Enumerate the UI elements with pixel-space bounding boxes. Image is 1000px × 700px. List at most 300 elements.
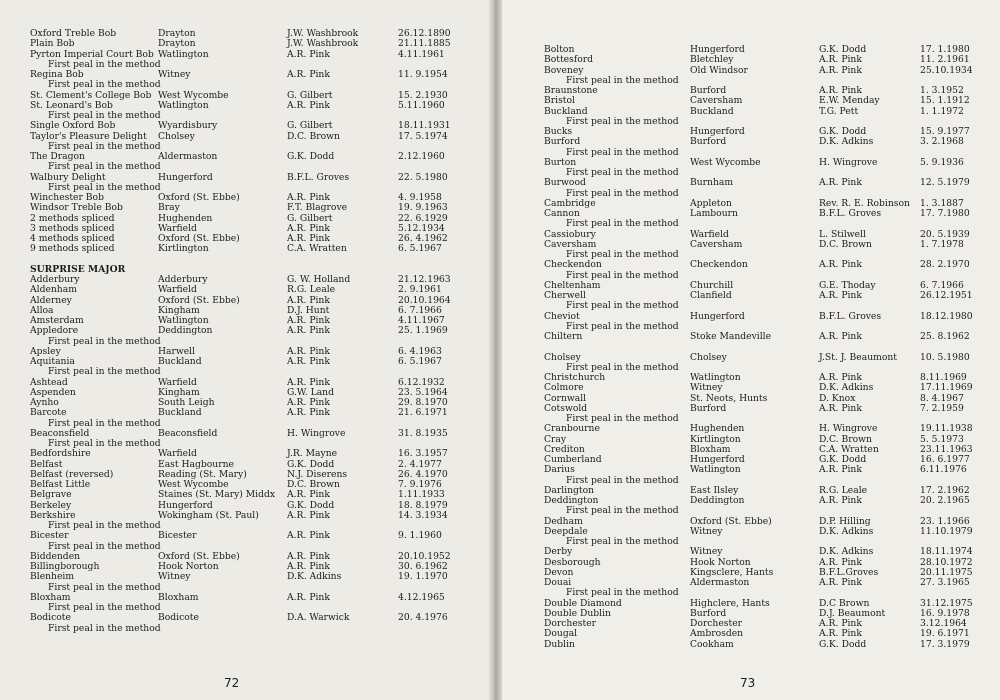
method-name: Bloxham xyxy=(30,591,71,603)
method-name: Belfast (reversed) xyxy=(30,468,114,480)
method-name: Braunstone xyxy=(544,85,598,96)
method-name: First peal in the method xyxy=(566,74,679,86)
tower-location: Hungerford xyxy=(158,171,213,183)
conductor-name: D.K. Adkins xyxy=(819,136,874,148)
conductor-name: J.R. Mayne xyxy=(287,448,338,460)
method-name: Alderney xyxy=(30,294,72,306)
method-name: Burwood xyxy=(544,177,586,189)
tower-location: West Wycombe xyxy=(158,89,229,101)
method-name: Blenheim xyxy=(30,571,75,583)
method-name: Darlington xyxy=(544,484,595,496)
conductor-name: A.R. Pink xyxy=(287,356,330,367)
tower-location: Kirtlington xyxy=(690,433,741,445)
peal-date: 11. 9.1954 xyxy=(398,69,448,80)
method-name: Christchurch xyxy=(544,372,606,383)
method-name: St. Clement's College Bob xyxy=(30,89,152,101)
tower-location: Warfield xyxy=(158,376,197,388)
tower-location: Old Windsor xyxy=(690,64,748,76)
method-name: First peal in the method xyxy=(566,505,679,517)
tower-location: Bray xyxy=(158,202,180,214)
conductor-name: A.R. Pink xyxy=(287,550,330,562)
tower-location: Ambrosden xyxy=(690,628,744,640)
method-name: Cranbourne xyxy=(544,423,600,435)
peal-date: 6. 5.1967 xyxy=(398,356,442,367)
tower-location: Watlington xyxy=(158,99,209,111)
peal-date: 26. 4.1962 xyxy=(398,233,448,244)
tower-location: Clanfield xyxy=(690,290,732,301)
conductor-name: A.R. Pink xyxy=(819,177,862,189)
right-page-number: 73 xyxy=(740,676,756,690)
method-name: First peal in the method xyxy=(48,622,161,634)
tower-location: Hungerford xyxy=(690,310,745,322)
tower-location: Stoke Mandeville xyxy=(690,331,772,342)
conductor-name: B.F.L. Groves xyxy=(819,310,882,322)
method-name: 9 methods spliced xyxy=(30,243,115,255)
tower-location: South Leigh xyxy=(158,397,215,408)
conductor-name: D.K. Adkins xyxy=(819,546,874,558)
tower-location: East Hagbourne xyxy=(158,458,234,470)
peal-date: 1. 7.1978 xyxy=(920,238,964,250)
conductor-name: E.W. Menday xyxy=(819,95,880,107)
conductor-name: A.R. Pink xyxy=(287,376,330,388)
tower-location: Dorchester xyxy=(690,618,743,629)
conductor-name: A.R. Pink xyxy=(819,628,862,640)
method-name: Taylor's Pleasure Delight xyxy=(30,130,147,142)
conductor-name: H. Wingrove xyxy=(819,156,878,168)
conductor-name: A.R. Pink xyxy=(287,192,330,203)
method-name: Berkeley xyxy=(30,499,72,511)
conductor-name: C.A. Wratten xyxy=(819,443,879,455)
tower-location: Drayton xyxy=(158,38,196,50)
peal-date: 6. 4.1963 xyxy=(398,345,442,357)
tower-location: Lambourn xyxy=(690,208,738,219)
method-name: First peal in the method xyxy=(566,587,679,599)
tower-location: Warfield xyxy=(158,448,197,460)
conductor-name: G.K. Dodd xyxy=(287,499,335,511)
tower-location: Hungerford xyxy=(690,44,745,55)
conductor-name: G.K. Dodd xyxy=(819,126,867,137)
method-name: First peal in the method xyxy=(566,146,679,158)
peal-date: 21.11.1885 xyxy=(398,38,451,50)
peal-date: 5.11.1960 xyxy=(398,99,445,111)
conductor-name: C.A. Wratten xyxy=(287,243,347,255)
tower-location: Witney xyxy=(690,382,723,394)
conductor-name: F.T. Blagrove xyxy=(287,202,348,214)
method-name: Beaconsfield xyxy=(30,427,90,439)
tower-location: Oxford (St. Ebbe) xyxy=(158,233,240,244)
tower-location: Buckland xyxy=(158,407,202,419)
tower-location: Burford xyxy=(690,136,727,148)
left-page-number: 72 xyxy=(224,676,240,690)
tower-location: Burford xyxy=(690,607,727,619)
conductor-name: G.K. Dodd xyxy=(287,458,335,470)
conductor-name: A.R. Pink xyxy=(819,64,862,76)
peal-date: 10. 5.1980 xyxy=(920,351,970,363)
tower-location: Oxford (St. Ebbe) xyxy=(690,515,772,527)
tower-location: Harwell xyxy=(158,345,196,357)
peal-date: 1. 3.1952 xyxy=(920,85,964,96)
conductor-name: D.C Brown xyxy=(819,597,870,609)
conductor-name: G. Gilbert xyxy=(287,212,333,224)
peal-date: 23. 5.1964 xyxy=(398,386,448,398)
peal-date: 28. 2.1970 xyxy=(920,259,970,271)
method-name: First peal in the method xyxy=(566,269,679,281)
tower-location: Staines (St. Mary) Middx xyxy=(158,489,276,501)
tower-location: West Wycombe xyxy=(690,156,761,168)
method-name: Cheltenham xyxy=(544,279,601,291)
peal-date: 11. 2.1961 xyxy=(920,54,970,66)
method-name: First peal in the method xyxy=(566,115,679,127)
method-name: First peal in the method xyxy=(566,167,679,178)
tower-location: Burford xyxy=(690,85,727,96)
conductor-name: A.R. Pink xyxy=(287,294,330,306)
method-name: First peal in the method xyxy=(48,520,161,531)
peal-date: 31. 8.1935 xyxy=(398,427,448,439)
method-name: Darius xyxy=(544,464,575,476)
method-name: Dublin xyxy=(544,638,575,650)
peal-date: 29. 8.1970 xyxy=(398,397,448,408)
conductor-name: A.R. Pink xyxy=(287,509,330,521)
method-name: First peal in the method xyxy=(48,602,161,613)
method-name: Aspenden xyxy=(30,386,76,398)
method-name: Checkendon xyxy=(544,259,602,271)
method-name: Regina Bob xyxy=(30,69,84,80)
tower-location: Cholsey xyxy=(690,351,727,363)
peal-record-row xyxy=(0,623,494,634)
method-name: Bolton xyxy=(544,44,575,55)
conductor-name: A.R. Pink xyxy=(287,345,330,357)
peal-date: 22. 5.1980 xyxy=(398,171,448,183)
conductor-name: D.C. Brown xyxy=(819,433,872,445)
conductor-name: D.K. Adkins xyxy=(819,382,874,394)
tower-location: Oxford (St. Ebbe) xyxy=(158,550,240,562)
tower-location: Bletchley xyxy=(690,54,734,66)
tower-location: St. Neots, Hunts xyxy=(690,392,768,404)
conductor-name: G.K. Dodd xyxy=(819,638,867,650)
tower-location: Kirtlington xyxy=(158,243,209,255)
peal-date: 16. 3.1957 xyxy=(398,448,448,460)
conductor-name: T.G. Pett xyxy=(819,105,859,117)
tower-location: Deddington xyxy=(690,495,745,506)
peal-date: 16. 6.1977 xyxy=(920,454,970,465)
peal-date: 4.11.1967 xyxy=(398,315,445,326)
peal-date: 23.11.1963 xyxy=(920,443,973,455)
conductor-name: A.R. Pink xyxy=(819,259,862,271)
method-name: Bristol xyxy=(544,95,575,107)
peal-date: 17. 2.1962 xyxy=(920,484,970,496)
conductor-name: D.K. Adkins xyxy=(819,525,874,537)
peal-date: 25. 8.1962 xyxy=(920,331,970,342)
method-name: Cotswold xyxy=(544,402,588,414)
peal-date: 14. 3.1934 xyxy=(398,509,448,521)
peal-date: 28.10.1972 xyxy=(920,556,973,568)
method-name: First peal in the method xyxy=(566,218,679,230)
conductor-name: G.K. Dodd xyxy=(287,151,335,162)
tower-location: Oxford (St. Ebbe) xyxy=(158,294,240,306)
tower-location: Appleton xyxy=(690,197,732,209)
tower-location: Burnham xyxy=(690,177,734,189)
peal-date: 25.10.1934 xyxy=(920,64,973,76)
tower-location: Witney xyxy=(690,546,723,558)
tower-location: Warfield xyxy=(690,228,729,240)
tower-location: Kingham xyxy=(158,386,200,398)
conductor-name: H. Wingrove xyxy=(819,423,878,435)
method-name: Cassiobury xyxy=(544,228,596,240)
method-name: Caversham xyxy=(544,238,597,250)
method-name: Cray xyxy=(544,433,567,445)
method-name: 3 methods spliced xyxy=(30,222,115,234)
conductor-name: A.R. Pink xyxy=(819,54,862,66)
method-name: Derby xyxy=(544,546,573,558)
method-name: First peal in the method xyxy=(566,361,679,373)
conductor-name: A.R. Pink xyxy=(287,489,330,501)
method-name: Appledore xyxy=(30,325,79,337)
method-name: Boveney xyxy=(544,64,584,76)
tower-location: Warfield xyxy=(158,222,197,234)
conductor-name: N.J. Diserens xyxy=(287,468,348,480)
peal-date: 20. 4.1976 xyxy=(398,612,448,624)
tower-location: Hughenden xyxy=(690,423,745,435)
conductor-name: A.R. Pink xyxy=(819,618,862,629)
right-peal-list xyxy=(494,0,1000,700)
conductor-name: D.P. Hilling xyxy=(819,515,871,527)
conductor-name: D.K. Adkins xyxy=(287,571,342,583)
conductor-name: A.R. Pink xyxy=(819,577,862,588)
left-page xyxy=(0,0,494,700)
peal-date: 26.12.1951 xyxy=(920,290,973,301)
tower-location: Witney xyxy=(690,525,723,537)
method-name: Winchester Bob xyxy=(30,192,104,203)
method-name: First peal in the method xyxy=(566,187,679,199)
conductor-name: A.R. Pink xyxy=(819,372,862,383)
method-name: Devon xyxy=(544,566,574,578)
conductor-name: D.C. Brown xyxy=(287,130,340,142)
conductor-name: D.A. Warwick xyxy=(287,612,350,624)
conductor-name: D.J. Beaumont xyxy=(819,607,886,619)
peal-date: 20.11.1975 xyxy=(920,566,973,578)
tower-location: Kingham xyxy=(158,304,200,316)
peal-date: 25. 1.1969 xyxy=(398,325,448,337)
peal-date: 15. 1.1912 xyxy=(920,95,970,107)
conductor-name: J.W. Washbrook xyxy=(287,28,359,39)
tower-location: Kingsclere, Hants xyxy=(690,566,774,578)
peal-date: 2.12.1960 xyxy=(398,151,445,162)
tower-location: Cholsey xyxy=(158,130,195,142)
left-peal-list xyxy=(0,0,494,700)
peal-date: 11.10.1979 xyxy=(920,525,973,537)
conductor-name: A.R. Pink xyxy=(287,591,330,603)
tower-location: Buckland xyxy=(158,356,202,367)
tower-location: Cookham xyxy=(690,638,734,650)
conductor-name: R.G. Leale xyxy=(287,284,336,296)
peal-date: 2. 4.1977 xyxy=(398,458,442,470)
peal-date: 6. 7.1966 xyxy=(398,304,442,316)
tower-location: Checkendon xyxy=(690,259,748,271)
method-name: First peal in the method xyxy=(48,366,161,378)
method-name: Single Oxford Bob xyxy=(30,120,116,132)
method-name: St. Leonard's Bob xyxy=(30,99,113,111)
method-name: First peal in the method xyxy=(48,140,161,152)
method-name: Cholsey xyxy=(544,351,581,363)
tower-location: Hungerford xyxy=(690,454,745,465)
method-name: Belfast xyxy=(30,458,63,470)
conductor-name: B.F.L. Groves xyxy=(819,208,882,219)
method-name: First peal in the method xyxy=(566,249,679,260)
peal-date: 19. 6.1971 xyxy=(920,628,970,640)
tower-location: Bloxham xyxy=(158,591,199,603)
conductor-name: G.K. Dodd xyxy=(819,454,867,465)
peal-date: 27. 3.1965 xyxy=(920,577,970,588)
method-name: First peal in the method xyxy=(48,540,161,552)
method-name: Windsor Treble Bob xyxy=(30,202,123,214)
conductor-name: A.R. Pink xyxy=(287,315,330,326)
conductor-name: A.R. Pink xyxy=(287,48,330,60)
peal-date: 26.12.1890 xyxy=(398,28,451,39)
method-name: Bicester xyxy=(30,530,69,542)
method-name: Alloa xyxy=(30,304,54,316)
conductor-name: A.R. Pink xyxy=(287,99,330,111)
conductor-name: A.R. Pink xyxy=(287,325,330,337)
tower-location: Hungerford xyxy=(158,499,213,511)
method-name: First peal in the method xyxy=(48,79,161,91)
peal-date: 31.12.1975 xyxy=(920,597,973,609)
tower-location: Aldermaston xyxy=(158,151,218,162)
peal-date: 5. 5.1973 xyxy=(920,433,964,445)
method-name: First peal in the method xyxy=(48,417,161,429)
tower-location: Drayton xyxy=(158,28,196,39)
peal-date: 19. 1.1970 xyxy=(398,571,448,583)
tower-location: West Wycombe xyxy=(158,479,229,490)
conductor-name: D.C. Brown xyxy=(287,479,340,490)
peal-date: 7. 2.1959 xyxy=(920,402,964,414)
method-name: First peal in the method xyxy=(48,110,161,121)
peal-date: 19. 9.1963 xyxy=(398,202,448,214)
method-name: Buckland xyxy=(544,105,588,117)
method-name: Berkshire xyxy=(30,509,76,521)
conductor-name: A.R. Pink xyxy=(819,402,862,414)
tower-location: Caversham xyxy=(690,95,743,107)
tower-location: Reading (St. Mary) xyxy=(158,468,247,480)
method-name: Billingborough xyxy=(30,561,100,572)
tower-location: Witney xyxy=(158,69,191,80)
conductor-name: A.R. Pink xyxy=(287,397,330,408)
peal-date: 18.11.1974 xyxy=(920,546,973,558)
peal-date: 5.12.1934 xyxy=(398,222,445,234)
method-name: 2 methods spliced xyxy=(30,212,115,224)
peal-date: 3.12.1964 xyxy=(920,618,967,629)
tower-location: Hook Norton xyxy=(690,556,751,568)
conductor-name: A.R. Pink xyxy=(287,69,330,80)
peal-date: 23. 1.1966 xyxy=(920,515,970,527)
method-name: 4 methods spliced xyxy=(30,233,115,244)
method-name: Biddenden xyxy=(30,550,81,562)
peal-date: 17. 7.1980 xyxy=(920,208,970,219)
conductor-name: A.R. Pink xyxy=(287,233,330,244)
peal-date: 3. 2.1968 xyxy=(920,136,964,148)
method-name: Aldenham xyxy=(30,284,77,296)
peal-date: 18. 8.1979 xyxy=(398,499,448,511)
conductor-name: A.R. Pink xyxy=(287,561,330,572)
tower-location: Wyardisbury xyxy=(158,120,218,132)
peal-date: 2. 9.1961 xyxy=(398,284,442,296)
tower-location: Watlington xyxy=(158,315,209,326)
peal-date: 17. 3.1979 xyxy=(920,638,970,650)
conductor-name: A.R. Pink xyxy=(819,290,862,301)
method-name: Adderbury xyxy=(30,274,80,285)
tower-location: Warfield xyxy=(158,284,197,296)
tower-location: Beaconsfield xyxy=(158,427,218,439)
method-name: Amsterdam xyxy=(30,315,84,326)
peal-date: 16. 9.1978 xyxy=(920,607,970,619)
method-name: Bodicote xyxy=(30,612,71,624)
peal-date: 19.11.1938 xyxy=(920,423,973,435)
method-name: Deddington xyxy=(544,495,599,506)
peal-date: 18.11.1931 xyxy=(398,120,451,132)
peal-date: 18.12.1980 xyxy=(920,310,973,322)
peal-date: 15. 2.1930 xyxy=(398,89,448,101)
method-name: Double Dublin xyxy=(544,607,611,619)
tower-location: Watlington xyxy=(158,48,209,60)
method-name: First peal in the method xyxy=(48,581,161,593)
conductor-name: H. Wingrove xyxy=(287,427,346,439)
method-name: Cheviot xyxy=(544,310,580,322)
method-name: Cannon xyxy=(544,208,580,219)
method-name: First peal in the method xyxy=(566,413,679,424)
peal-date: 30. 6.1962 xyxy=(398,561,448,572)
conductor-name: A.R. Pink xyxy=(287,222,330,234)
conductor-name: Rev. R. E. Robinson xyxy=(819,197,910,209)
tower-location: East Ilsley xyxy=(690,484,739,496)
method-name: Chiltern xyxy=(544,331,583,342)
method-name: Belfast Little xyxy=(30,479,91,490)
peal-date: 21. 6.1971 xyxy=(398,407,448,419)
conductor-name: B.F.L. Groves xyxy=(287,171,350,183)
method-name: Double Diamond xyxy=(544,597,622,609)
method-name: First peal in the method xyxy=(48,181,161,193)
conductor-name: A.R. Pink xyxy=(819,85,862,96)
tower-location: Bloxham xyxy=(690,443,731,455)
conductor-name: J.W. Washbrook xyxy=(287,38,359,50)
method-name: Dedham xyxy=(544,515,583,527)
conductor-name: B.F.L.Groves xyxy=(819,566,879,578)
peal-date: 1.11.1933 xyxy=(398,489,445,501)
peal-date: 4. 9.1958 xyxy=(398,192,442,203)
method-name: Aynho xyxy=(30,397,59,408)
conductor-name: G.K. Dodd xyxy=(819,44,867,55)
conductor-name: G. W. Holland xyxy=(287,274,351,285)
peal-date: 9. 1.1960 xyxy=(398,530,442,542)
peal-date: 20. 2.1965 xyxy=(920,495,970,506)
method-name: First peal in the method xyxy=(48,438,161,449)
right-page xyxy=(494,0,1000,700)
tower-location: Watlington xyxy=(690,464,741,476)
method-name: Ashtead xyxy=(30,376,68,388)
tower-location: Bodicote xyxy=(158,612,199,624)
peal-date: 4.11.1961 xyxy=(398,48,445,60)
method-name: Barcote xyxy=(30,407,67,419)
method-name: SURPRISE MAJOR xyxy=(30,263,126,275)
peal-date: 22. 6.1929 xyxy=(398,212,448,224)
peal-date: 26. 4.1970 xyxy=(398,468,448,480)
conductor-name: D.C. Brown xyxy=(819,238,872,250)
method-name: Cornwall xyxy=(544,392,587,404)
tower-location: Buckland xyxy=(690,105,734,117)
method-name: Douai xyxy=(544,577,572,588)
method-name: Belgrave xyxy=(30,489,72,501)
peal-date: 6.11.1976 xyxy=(920,464,967,476)
method-name: Desborough xyxy=(544,556,601,568)
method-name: Aquitania xyxy=(30,356,75,367)
